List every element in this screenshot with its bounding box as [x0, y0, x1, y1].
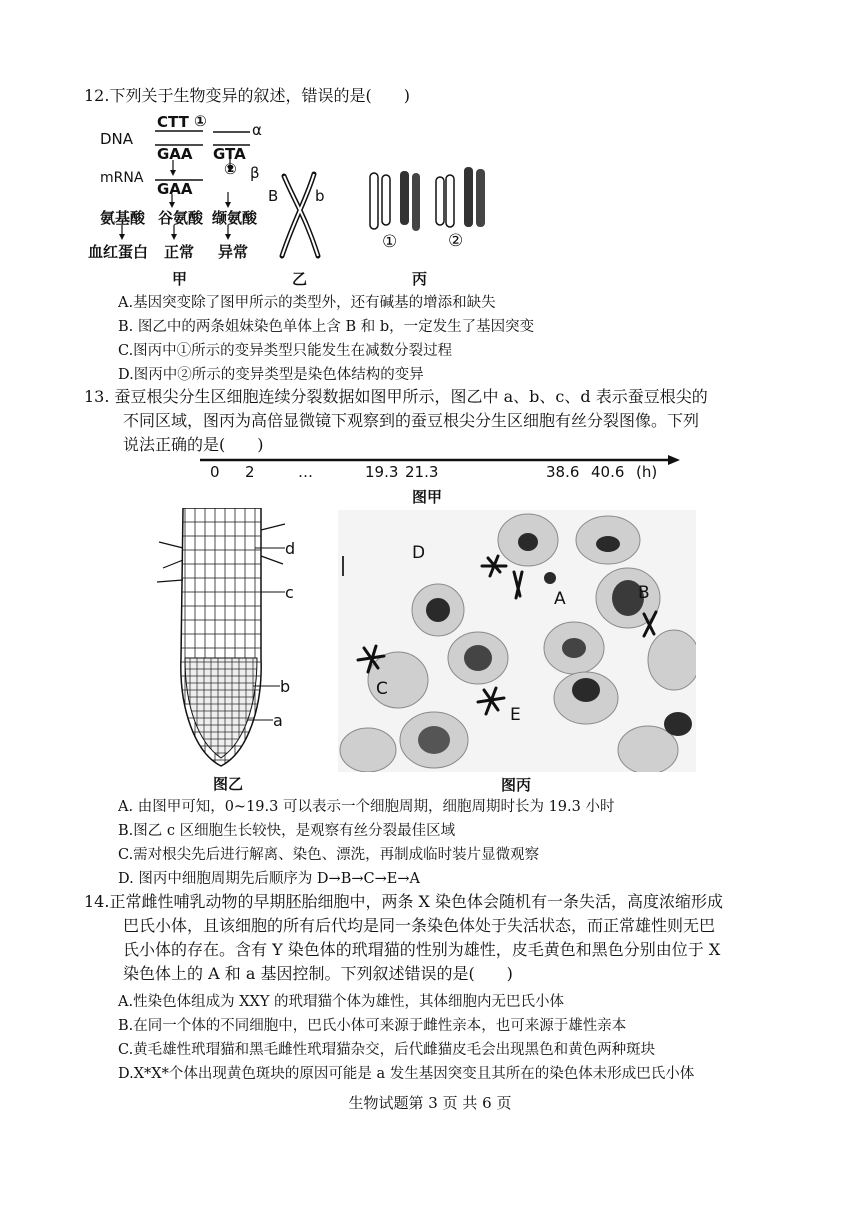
q12-option-b: B. 图乙中的两条姐妹染色单体上含 B 和 b，一定发生了基因突变 — [118, 319, 535, 335]
q12-option-c: C.图丙中①所示的变异类型只能发生在减数分裂过程 — [118, 343, 453, 359]
hb-label: 血红蛋白 — [88, 243, 149, 261]
tick-0: 0 — [210, 463, 220, 481]
caption-bing-cells: 图丙 — [501, 776, 532, 794]
dna-bottom-left: GAA — [157, 145, 193, 163]
dna-label: DNA — [100, 130, 134, 148]
allele-B: B — [268, 187, 279, 205]
region-d: d — [285, 539, 296, 558]
tick-19-3: 19.3 — [365, 463, 399, 481]
bing-one: ① — [382, 232, 398, 252]
mrna-label: mRNA — [100, 170, 144, 186]
q13-option-a: A. 由图甲可知，0~19.3 可以表示一个细胞周期，细胞周期时长为 19.3 小时 — [118, 799, 615, 815]
cell-D: D — [412, 543, 426, 563]
aa-label: 氨基酸 — [100, 209, 146, 227]
step2-mark: ② — [224, 160, 237, 178]
caption-jia: 甲 — [172, 270, 188, 288]
q14-option-b: B.在同一个体的不同细胞中，巴氏小体可来源于雌性亲本，也可来源于雄性亲本 — [118, 1018, 627, 1034]
mrna-codon: GAA — [157, 180, 193, 198]
sister-chromatids-x — [268, 170, 338, 260]
q12-stem: 12.下列关于生物变异的叙述，错误的是( ) — [84, 86, 410, 105]
aa-normal: 谷氨酸 — [158, 209, 204, 227]
q14-stem-line-2: 巴氏小体，且该细胞的所有后代均是同一条染色体处于失活状态，而正常雄性则无巴 — [123, 916, 716, 935]
tick-38-6: 38.6 — [546, 463, 580, 481]
root-tip-drawing — [155, 508, 305, 773]
caption-yi-root: 图乙 — [213, 775, 244, 793]
caption-jia-timeline: 图甲 — [412, 488, 443, 506]
cell-B: B — [638, 583, 650, 603]
q13-stem-line-2: 不同区域，图丙为高倍显微镜下观察到的蚕豆根尖分生区细胞有丝分裂图像。下列 — [123, 411, 700, 430]
q14-stem-line-1: 14.正常雌性哺乳动物的早期胚胎细胞中，两条 X 染色体会随机有一条失活，高度浓缩形成 — [84, 892, 724, 911]
cell-A: A — [554, 589, 566, 609]
q13-stem-line-3: 说法正确的是( ) — [123, 435, 264, 454]
tick-40-6: 40.6 — [591, 463, 625, 481]
dna-top-left: CTT — [157, 113, 189, 131]
q12-figure-jia — [88, 112, 280, 290]
caption-yi: 乙 — [292, 270, 308, 288]
cell-C: C — [376, 679, 388, 699]
q12-option-d: D.图丙中②所示的变异类型是染色体结构的变异 — [118, 367, 424, 383]
region-a: a — [273, 711, 283, 730]
q14-stem-line-4: 染色体上的 A 和 a 基因控制。下列叙述错误的是( ) — [123, 964, 513, 983]
q12-figure-yi — [268, 170, 338, 290]
bing-two: ② — [448, 231, 464, 251]
beta-label: β — [250, 164, 260, 182]
micrograph-image — [338, 510, 696, 772]
allele-b: b — [315, 187, 325, 205]
q12-figure-bing — [360, 165, 500, 290]
root-tip-figure — [155, 508, 305, 793]
region-c: c — [285, 583, 294, 602]
hb-mutant: 异常 — [218, 243, 249, 261]
q13-option-d: D. 图丙中细胞周期先后顺序为 D→B→C→E→A — [118, 871, 420, 887]
tick-dots: … — [298, 463, 313, 481]
page-footer: 生物试题第 3 页 共 6 页 — [348, 1094, 512, 1112]
tick-21-3: 21.3 — [405, 463, 439, 481]
q12-option-a: A.基因突变除了图甲所示的类型外，还有碱基的增添和缺失 — [118, 295, 496, 311]
dna-bottom-right: GTA — [213, 145, 246, 163]
alpha-label: α — [252, 121, 262, 139]
q14-option-c: C.黄毛雄性玳瑁猫和黑毛雌性玳瑁猫杂交，后代雌猫皮毛会出现黑色和黄色两种斑块 — [118, 1042, 656, 1058]
caption-bing: 丙 — [412, 270, 428, 288]
q14-stem-line-3: 氏小体的存在。含有 Y 染色体的玳瑁猫的性别为雄性，皮毛黄色和黑色分别由位于 X — [123, 940, 721, 959]
hb-normal: 正常 — [164, 243, 195, 261]
q14-option-d: D.X*X*个体出现黄色斑块的原因可能是 a 发生基因突变且其所在的染色体未形成巴氏小体 — [118, 1066, 695, 1082]
cell-E: E — [510, 705, 521, 725]
q13-option-b: B.图乙 c 区细胞生长较快，是观察有丝分裂最佳区域 — [118, 823, 456, 839]
aa-mutant: 缬氨酸 — [212, 209, 258, 227]
step1-mark: ① — [194, 112, 207, 130]
micrograph-figure — [338, 510, 696, 794]
q14-option-a: A.性染色体组成为 XXY 的玳瑁猫个体为雄性，其体细胞内无巴氏小体 — [118, 994, 565, 1010]
chromosome-variations — [360, 165, 500, 245]
region-b: b — [280, 677, 291, 696]
q13-option-c: C.需对根尖先后进行解离、染色、漂洗，再制成临时装片显微观察 — [118, 847, 540, 863]
tick-2: 2 — [245, 463, 255, 481]
q13-stem-line-1: 13. 蚕豆根尖分生区细胞连续分裂数据如图甲所示，图乙中 a、b、c、d 表示蚕豆根尖的 — [84, 387, 708, 406]
timeline-unit: (h) — [636, 463, 658, 481]
timeline-figure — [200, 454, 690, 510]
